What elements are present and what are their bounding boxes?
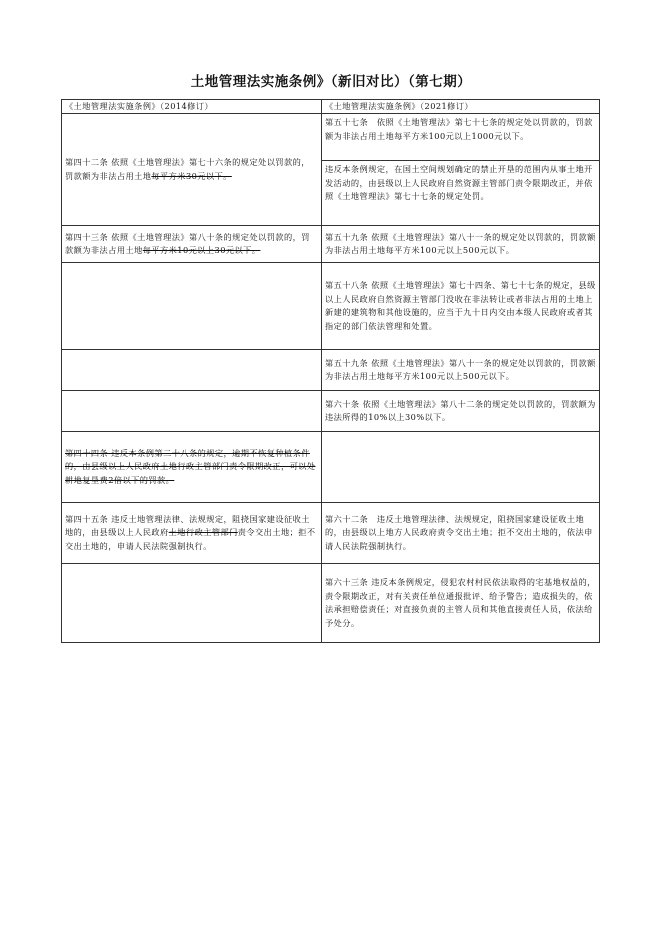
struck-text: 每平方米10元以上30元以下。 xyxy=(142,245,261,255)
table-row xyxy=(62,503,600,564)
table-row xyxy=(62,114,600,226)
old-empty-cell xyxy=(62,564,322,643)
table-row xyxy=(62,226,600,263)
old-article-42 xyxy=(62,114,322,226)
struck-text: 第四十四条 违反本条例第二十八条的规定，逾期不恢复种植条件的，由县级以上人民政府土地行政主管部门责令限期改正，可以处耕地复垦费2倍以下的罚款。 xyxy=(65,447,316,485)
old-text: 第四十五条 违反土地管理法律、法规规定，阻挠国家建设征收土地的，由县级以上人民政府 xyxy=(65,513,310,538)
table-row xyxy=(62,350,600,391)
table-row xyxy=(62,432,600,503)
table-row xyxy=(62,391,600,432)
new-article-62: 第六十二条 违反土地管理法律、法规规定，阻挠国家建设征收土地的，由县级以上地方人民政府责令交出土地；拒不交出土地的，依法申请人民法院强制执行。 xyxy=(322,503,600,564)
struck-text: 土地行政主管部门 xyxy=(168,527,238,538)
new-article-58: 第五十八条 依照《土地管理法》第七十四条、第七十七条的规定，县级以上人民政府自然资源主管部门没收在非法转让或者非法占用的土地上新建的建筑物和其他设施的，应当于九十日内交由本级人民政府或者其指定的部门依法管理和处置。 xyxy=(322,263,600,350)
header-new-version: 《土地管理法实施条例》（2021修订） xyxy=(322,100,600,114)
new-articles-57 xyxy=(322,114,600,226)
new-article-57-para-1: 第五十七条 依照《土地管理法》第七十七条的规定处以罚款的，罚款额为非法占用土地每平方米100元以上1000元以下。 xyxy=(325,117,593,141)
old-empty-cell xyxy=(62,350,322,391)
header-old-version: 《土地管理法实施条例》（2014修订） xyxy=(62,100,322,114)
old-article-43 xyxy=(62,226,322,263)
new-article-63: 第六十三条 违反本条例规定，侵犯农村村民依法取得的宅基地权益的，责令限期改正，对有关责任单位通报批评、给予警告；造成损失的，依法承担赔偿责任；对直接负责的主管人员和其他直接责任人员，依法给予处分。 xyxy=(322,564,600,643)
table-header-row xyxy=(62,100,600,114)
page-title: 土地管理法实施条例》（新旧对比）（第七期） xyxy=(190,74,472,90)
table-row xyxy=(62,564,600,643)
table-row xyxy=(62,263,600,350)
new-article-60: 第六十条 依照《土地管理法》第八十二条的规定处以罚款的，罚款额为违法所得的10%以上30%以下。 xyxy=(322,391,600,432)
new-article-57-para-2: 违反本条例规定，在国土空间规划确定的禁止开垦的范围内从事土地开发活动的，由县级以上人民政府自然资源主管部门责令限期改正，并依照《土地管理法》第七十七条的规定处罚。 xyxy=(322,160,599,220)
old-text: 第四十二条 依照《土地管理法》第七十六条的规定处以罚款的，罚款额为非法占用土地 xyxy=(65,157,310,181)
old-text: 责令交出土地；拒不交出土地的，申请人民法院强制执行。 xyxy=(65,527,316,551)
comparison-table xyxy=(61,99,600,643)
old-empty-cell xyxy=(62,391,322,432)
old-empty-cell xyxy=(62,263,322,350)
old-text: 第四十三条 依照《土地管理法》第八十条的规定处以罚款的，罚款额为非法占用土地 xyxy=(65,231,310,255)
old-article-44 xyxy=(62,432,322,503)
new-empty-cell xyxy=(322,432,600,503)
struck-text: 每平方米30元以下。 xyxy=(151,170,232,181)
new-article-59: 第五十九条 依照《土地管理法》第八十一条的规定处以罚款的，罚款额为非法占用土地每平方米100元以上500元以下。 xyxy=(322,226,600,263)
old-article-45 xyxy=(62,503,322,564)
new-article-59-repeat: 第五十九条 依照《土地管理法》第八十一条的规定处以罚款的，罚款额为非法占用土地每平方米100元以上500元以下。 xyxy=(322,350,600,391)
